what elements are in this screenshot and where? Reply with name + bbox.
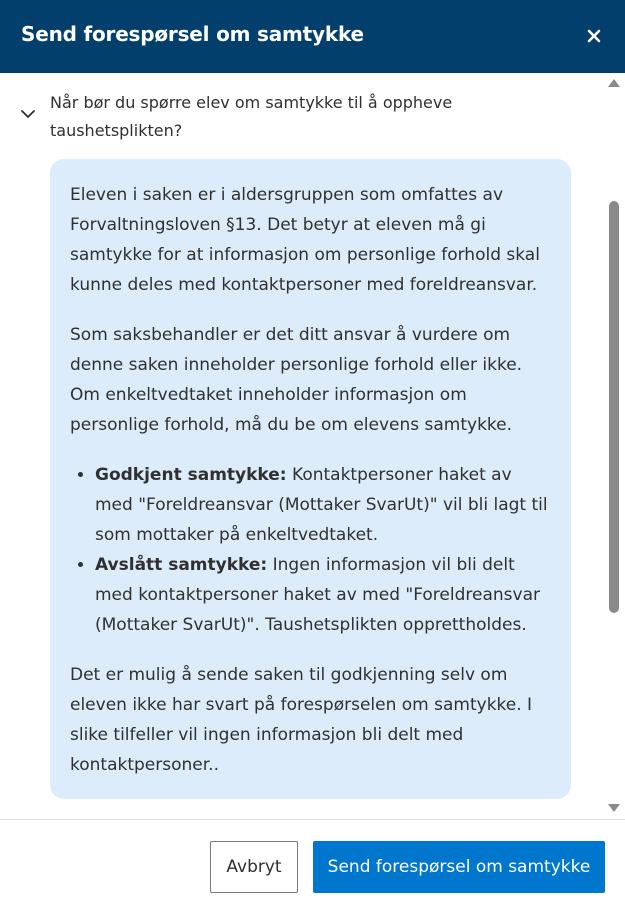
dialog-title: Send forespørsel om samtykke bbox=[21, 22, 364, 46]
info-paragraph: Som saksbehandler er det ditt ansvar å vurdere om denne saken inneholder personlige forhold eller ikke. Om enkeltvedtaket inneholder informasjon om personlige forhold, må du be om elevens samtykke. bbox=[70, 325, 523, 435]
close-icon bbox=[587, 29, 601, 43]
chevron-down-icon bbox=[20, 106, 36, 122]
info-panel bbox=[50, 159, 571, 799]
list-item bbox=[95, 460, 551, 550]
info-paragraph: Det er mulig å sende saken til godkjenning selv om eleven ikke har svart på forespørselen om samtykke. I slike tilfeller vil ingen informasjon bli delt med kontaktpersoner.. bbox=[70, 665, 533, 775]
list-item-label: Godkjent samtykke: bbox=[95, 465, 287, 485]
dialog-header bbox=[0, 0, 625, 73]
scroll-down-arrow-icon[interactable] bbox=[608, 804, 620, 812]
dialog-body bbox=[0, 73, 625, 819]
scroll-up-arrow-icon[interactable] bbox=[608, 79, 620, 87]
scrollbar[interactable] bbox=[603, 73, 625, 819]
list-item-text: Kontaktpersoner haket av med "Foreldreansvar (Mottaker SvarUt)" vil bli lagt til som mottaker på enkeltvedtaket. bbox=[95, 465, 548, 545]
list-item-label: Avslått samtykke: bbox=[95, 555, 268, 575]
consent-outcomes-list bbox=[70, 460, 551, 640]
accordion-question: Når bør du spørre elev om samtykke til å oppheve taushetsplikten? bbox=[50, 93, 453, 140]
accordion-header[interactable] bbox=[0, 73, 600, 153]
close-button[interactable] bbox=[581, 23, 607, 49]
scrollbar-thumb[interactable] bbox=[609, 201, 619, 613]
cancel-button[interactable]: Avbryt bbox=[210, 841, 298, 893]
list-item-text: Ingen informasjon vil bli delt med kontaktpersoner haket av med "Foreldreansvar (Mottaker SvarUt)". Taushetsplikten opprettholdes. bbox=[95, 555, 540, 635]
send-consent-request-button[interactable]: Send forespørsel om samtykke bbox=[313, 841, 605, 893]
dialog-footer bbox=[0, 819, 625, 911]
info-paragraph: Eleven i saken er i aldersgruppen som omfattes av Forvaltningsloven §13. Det betyr at eleven må gi samtykke for at informasjon om personlige forhold skal kunne deles med kontaktpersoner med foreldreansvar. bbox=[70, 185, 540, 295]
list-item bbox=[95, 550, 551, 640]
